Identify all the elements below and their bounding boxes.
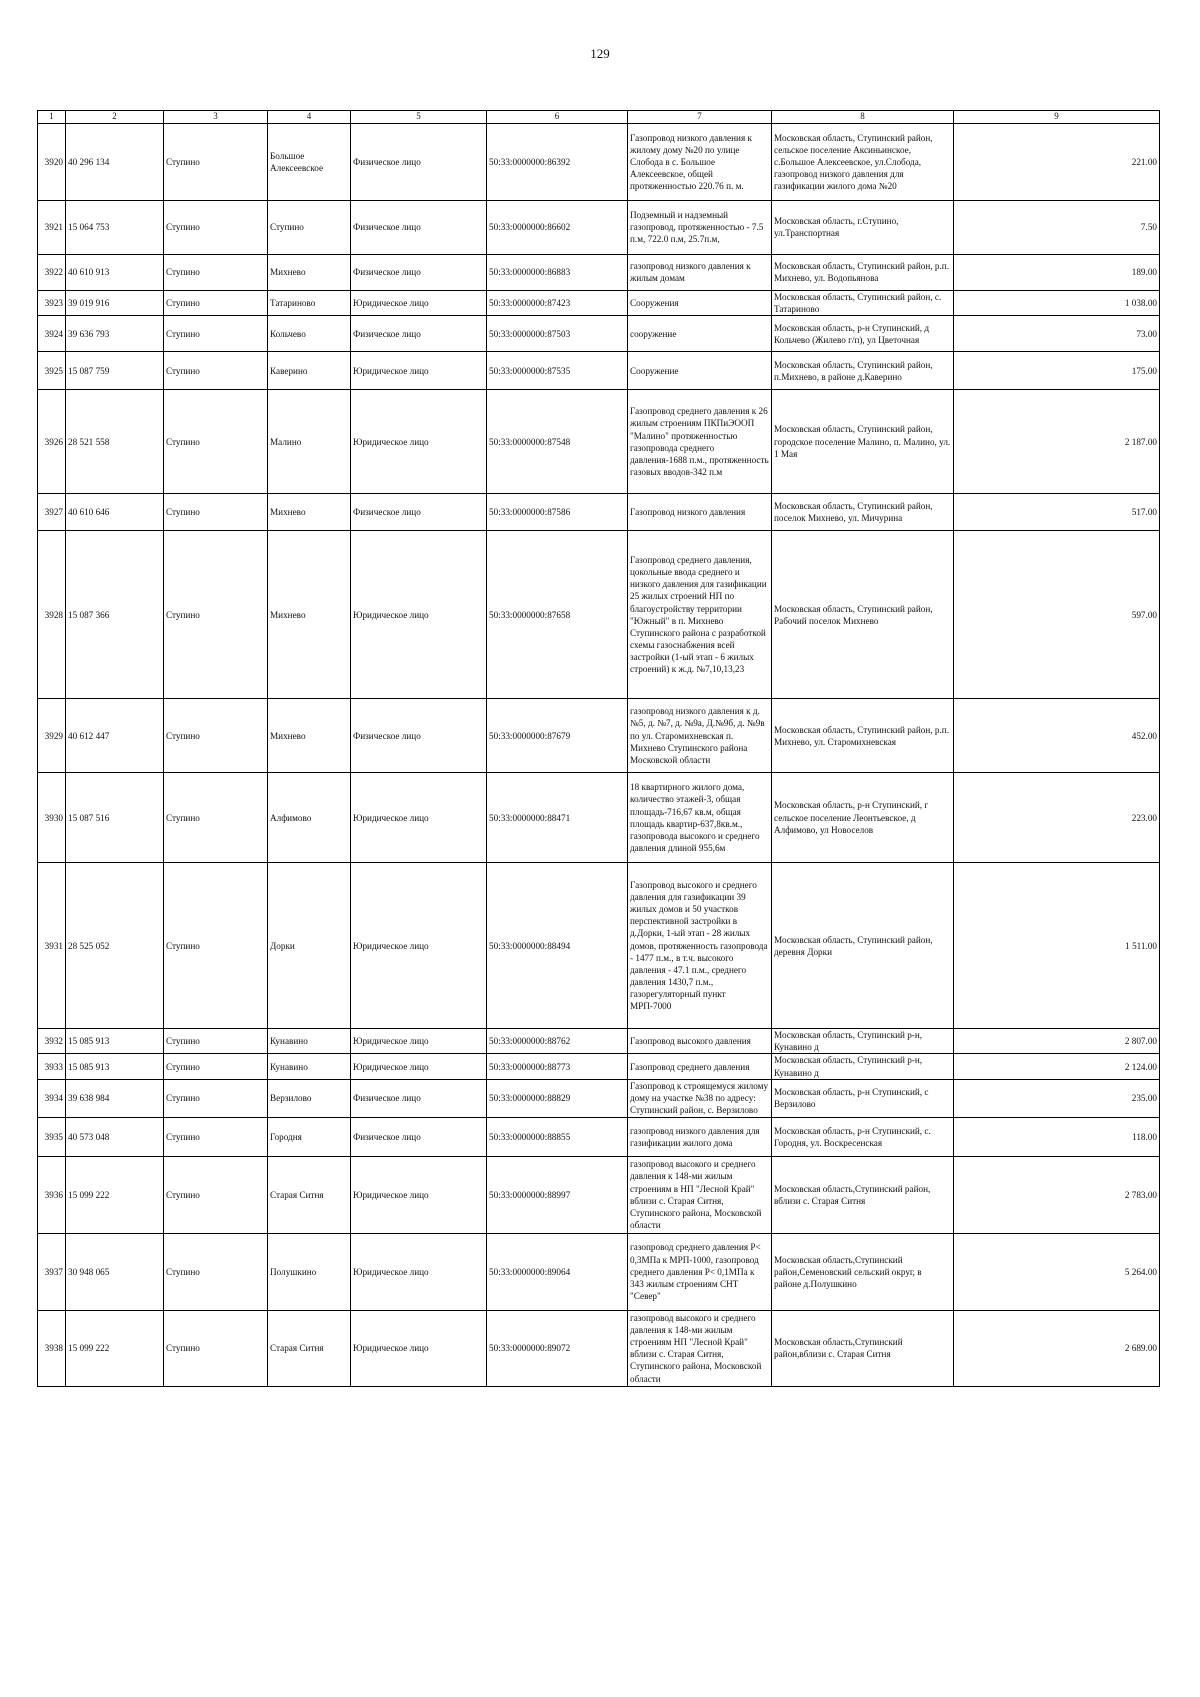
locality-cell: Ступино (268, 200, 351, 254)
description-cell: Газопровод высокого и среднего давления для газификации 39 жилых домов и 50 участков перспективной застройки в д.Дорки, 1-ый этап - 28 жилых домов, протяженность газопровода - 1477 п.м., в т.ч. высокого давления - 47.1 п.м., среднего давления 1430,7 п.м., газорегуляторный пункт МРП-7000 (628, 863, 772, 1029)
locality-cell: Кунавино (268, 1054, 351, 1079)
row-number: 3932 (38, 1029, 66, 1054)
district-cell: Ступино (164, 773, 268, 863)
description-cell: Газопровод среднего давления к 26 жилым строениям ПКПиЭООП "Малино" протяженностью газопровода среднего давления-1688 п.м., протяженность газовых вводов-342 п.м (628, 390, 772, 494)
row-number: 3938 (38, 1310, 66, 1386)
table-row (38, 1156, 1160, 1233)
address-cell: Московская область, Ступинский р-н, Кунавино д (772, 1029, 954, 1054)
district-cell: Ступино (164, 352, 268, 390)
district-cell: Ступино (164, 254, 268, 290)
owner-type-cell: Физическое лицо (351, 1079, 487, 1117)
cadastral-number-cell: 50:33:0000000:89072 (487, 1310, 628, 1386)
value-cell: 2 807.00 (954, 1029, 1160, 1054)
value-cell: 5 264.00 (954, 1233, 1160, 1310)
district-cell: Ступино (164, 1079, 268, 1117)
description-cell: Газопровод низкого давления к жилому дому №20 по улице Слобода в с. Большое Алексеевское, общей протяженностью 220.76 п. м. (628, 123, 772, 200)
address-cell: Московская область, Ступинский район, городское поселение Малино, п. Малино, ул. 1 Мая (772, 390, 954, 494)
locality-cell: Каверино (268, 352, 351, 390)
code-cell: 39 638 984 (66, 1079, 164, 1117)
table-row (38, 699, 1160, 773)
code-cell: 15 085 913 (66, 1054, 164, 1079)
row-number: 3922 (38, 254, 66, 290)
locality-cell: Верзилово (268, 1079, 351, 1117)
value-cell: 2 689.00 (954, 1310, 1160, 1386)
cadastral-number-cell: 50:33:0000000:87535 (487, 352, 628, 390)
row-number: 3924 (38, 316, 66, 352)
value-cell: 235.00 (954, 1079, 1160, 1117)
cadastral-number-cell: 50:33:0000000:87503 (487, 316, 628, 352)
address-cell: Московская область, Ступинский район, деревня Дорки (772, 863, 954, 1029)
table-row (38, 863, 1160, 1029)
district-cell: Ступино (164, 316, 268, 352)
value-cell: 597.00 (954, 531, 1160, 699)
owner-type-cell: Юридическое лицо (351, 1156, 487, 1233)
cadastral-number-cell: 50:33:0000000:86392 (487, 123, 628, 200)
cadastral-number-cell: 50:33:0000000:88494 (487, 863, 628, 1029)
column-header: 9 (954, 111, 1160, 124)
owner-type-cell: Юридическое лицо (351, 352, 487, 390)
cadastral-number-cell: 50:33:0000000:88997 (487, 1156, 628, 1233)
description-cell: газопровод низкого давления к д. №5, д. №7, д. №9а, Д.№9б, д. №9в по ул. Старомихневская п. Михнево Ступинского района Московской области (628, 699, 772, 773)
code-cell: 15 085 913 (66, 1029, 164, 1054)
owner-type-cell: Физическое лицо (351, 254, 487, 290)
owner-type-cell: Юридическое лицо (351, 773, 487, 863)
table-row (38, 1117, 1160, 1156)
description-cell: Газопровод среднего давления, цокольные ввода среднего и низкого давления для газификации 25 жилых строений НП по благоустройству территории "Южный" в п. Михнево Ступинского района с разработкой схемы газоснабжения всей застройки (1-ый этап - 6 жилых строений) к ж.д. №7,10,13,23 (628, 531, 772, 699)
owner-type-cell: Физическое лицо (351, 1117, 487, 1156)
row-number: 3925 (38, 352, 66, 390)
locality-cell: Кунавино (268, 1029, 351, 1054)
description-cell: Подземный и надземный газопровод, протяженностью - 7.5 п.м, 722.0 п.м, 25.7п.м, (628, 200, 772, 254)
district-cell: Ступино (164, 1054, 268, 1079)
description-cell: газопровод низкого давления к жилым домам (628, 254, 772, 290)
row-number: 3920 (38, 123, 66, 200)
owner-type-cell: Юридическое лицо (351, 1233, 487, 1310)
code-cell: 39 019 916 (66, 290, 164, 315)
district-cell: Ступино (164, 1156, 268, 1233)
table-row (38, 1310, 1160, 1386)
code-cell: 39 636 793 (66, 316, 164, 352)
code-cell: 15 064 753 (66, 200, 164, 254)
table-row (38, 290, 1160, 315)
value-cell: 175.00 (954, 352, 1160, 390)
locality-cell: Старая Ситня (268, 1156, 351, 1233)
row-number: 3935 (38, 1117, 66, 1156)
row-number: 3933 (38, 1054, 66, 1079)
owner-type-cell: Юридическое лицо (351, 1310, 487, 1386)
description-cell: Сооружения (628, 290, 772, 315)
row-number: 3927 (38, 494, 66, 531)
owner-type-cell: Юридическое лицо (351, 390, 487, 494)
district-cell: Ступино (164, 1029, 268, 1054)
table-row (38, 390, 1160, 494)
address-cell: Московская область, Ступинский район, поселок Михнево, ул. Мичурина (772, 494, 954, 531)
column-number-row (38, 111, 1160, 124)
owner-type-cell: Физическое лицо (351, 494, 487, 531)
code-cell: 15 099 222 (66, 1310, 164, 1386)
district-cell: Ступино (164, 1233, 268, 1310)
district-cell: Ступино (164, 494, 268, 531)
locality-cell: Михнево (268, 254, 351, 290)
row-number: 3931 (38, 863, 66, 1029)
value-cell: 7.50 (954, 200, 1160, 254)
district-cell: Ступино (164, 290, 268, 315)
locality-cell: Городня (268, 1117, 351, 1156)
column-header: 6 (487, 111, 628, 124)
table-row (38, 494, 1160, 531)
locality-cell: Кольчево (268, 316, 351, 352)
district-cell: Ступино (164, 699, 268, 773)
value-cell: 118.00 (954, 1117, 1160, 1156)
cadastral-number-cell: 50:33:0000000:86883 (487, 254, 628, 290)
code-cell: 40 612 447 (66, 699, 164, 773)
value-cell: 2 783.00 (954, 1156, 1160, 1233)
row-number: 3926 (38, 390, 66, 494)
table-row (38, 1079, 1160, 1117)
locality-cell: Малино (268, 390, 351, 494)
locality-cell: Полушкино (268, 1233, 351, 1310)
cadastral-number-cell: 50:33:0000000:88471 (487, 773, 628, 863)
value-cell: 1 511.00 (954, 863, 1160, 1029)
value-cell: 1 038.00 (954, 290, 1160, 315)
locality-cell: Дорки (268, 863, 351, 1029)
district-cell: Ступино (164, 123, 268, 200)
row-number: 3937 (38, 1233, 66, 1310)
code-cell: 15 087 516 (66, 773, 164, 863)
registry-table (37, 110, 1160, 1387)
locality-cell: Михнево (268, 699, 351, 773)
code-cell: 40 573 048 (66, 1117, 164, 1156)
address-cell: Московская область, р-н Ступинский, с Верзилово (772, 1079, 954, 1117)
owner-type-cell: Юридическое лицо (351, 863, 487, 1029)
district-cell: Ступино (164, 200, 268, 254)
value-cell: 2 124.00 (954, 1054, 1160, 1079)
value-cell: 2 187.00 (954, 390, 1160, 494)
page-number: 129 (590, 46, 610, 61)
column-header: 1 (38, 111, 66, 124)
owner-type-cell: Физическое лицо (351, 699, 487, 773)
description-cell: Сооружение (628, 352, 772, 390)
address-cell: Московская область,Ступинский район,Семеновский сельский округ, в районе д.Полушкино (772, 1233, 954, 1310)
row-number: 3921 (38, 200, 66, 254)
address-cell: Московская область, р-н Ступинский, г сельское поселение Леонтьевское, д Алфимово, ул Новоселов (772, 773, 954, 863)
description-cell: Газопровод низкого давления (628, 494, 772, 531)
table-row (38, 123, 1160, 200)
column-header: 5 (351, 111, 487, 124)
cadastral-number-cell: 50:33:0000000:88829 (487, 1079, 628, 1117)
description-cell: сооружение (628, 316, 772, 352)
locality-cell: Большое Алексеевское (268, 123, 351, 200)
description-cell: газопровод высокого и среднего давления к 148-ми жилым строениям НП "Лесной Край" вблизи с. Старая Ситня, Ступинского района, Московской области (628, 1310, 772, 1386)
address-cell: Московская область, р-н Ступинский, д Кольчево (Жилево г/п), ул Цветочная (772, 316, 954, 352)
table-row (38, 773, 1160, 863)
address-cell: Московская область,Ступинский район,вблизи с. Старая Ситня (772, 1310, 954, 1386)
row-number: 3934 (38, 1079, 66, 1117)
cadastral-number-cell: 50:33:0000000:87586 (487, 494, 628, 531)
district-cell: Ступино (164, 531, 268, 699)
district-cell: Ступино (164, 1117, 268, 1156)
code-cell: 28 521 558 (66, 390, 164, 494)
code-cell: 15 087 759 (66, 352, 164, 390)
cadastral-number-cell: 50:33:0000000:88855 (487, 1117, 628, 1156)
owner-type-cell: Физическое лицо (351, 316, 487, 352)
description-cell: Газопровод среднего давления (628, 1054, 772, 1079)
locality-cell: Михнево (268, 531, 351, 699)
code-cell: 15 087 366 (66, 531, 164, 699)
column-header: 3 (164, 111, 268, 124)
table-row (38, 254, 1160, 290)
column-header: 7 (628, 111, 772, 124)
district-cell: Ступино (164, 390, 268, 494)
table-row (38, 200, 1160, 254)
cadastral-number-cell: 50:33:0000000:87679 (487, 699, 628, 773)
district-cell: Ступино (164, 863, 268, 1029)
table-row (38, 316, 1160, 352)
cadastral-number-cell: 50:33:0000000:88762 (487, 1029, 628, 1054)
column-header: 8 (772, 111, 954, 124)
table-row (38, 352, 1160, 390)
cadastral-number-cell: 50:33:0000000:86602 (487, 200, 628, 254)
owner-type-cell: Юридическое лицо (351, 1029, 487, 1054)
district-cell: Ступино (164, 1310, 268, 1386)
table-row (38, 1029, 1160, 1054)
code-cell: 40 610 646 (66, 494, 164, 531)
row-number: 3928 (38, 531, 66, 699)
cadastral-number-cell: 50:33:0000000:87548 (487, 390, 628, 494)
owner-type-cell: Юридическое лицо (351, 1054, 487, 1079)
description-cell: Газопровод к строящемуся жилому дому на участке №38 по адресу: Ступинский район, с. Верзилово (628, 1079, 772, 1117)
address-cell: Московская область, р-н Ступинский, с. Городня, ул. Воскресенская (772, 1117, 954, 1156)
value-cell: 517.00 (954, 494, 1160, 531)
locality-cell: Старая Ситня (268, 1310, 351, 1386)
table-row (38, 531, 1160, 699)
column-header: 4 (268, 111, 351, 124)
owner-type-cell: Физическое лицо (351, 123, 487, 200)
description-cell: газопровод высокого и среднего давления к 148-ми жилым строениям в НП "Лесной Край" вблизи с. Старая Ситня, Ступинского района, Московской области (628, 1156, 772, 1233)
address-cell: Московская область, Ступинский район, р.п. Михнево, ул. Старомихневская (772, 699, 954, 773)
locality-cell: Алфимово (268, 773, 351, 863)
value-cell: 73.00 (954, 316, 1160, 352)
cadastral-number-cell: 50:33:0000000:87423 (487, 290, 628, 315)
address-cell: Московская область, Ступинский район, с. Татариново (772, 290, 954, 315)
locality-cell: Михнево (268, 494, 351, 531)
owner-type-cell: Физическое лицо (351, 200, 487, 254)
description-cell: газопровод низкого давления для газификации жилого дома (628, 1117, 772, 1156)
table-row (38, 1054, 1160, 1079)
row-number: 3930 (38, 773, 66, 863)
code-cell: 40 610 913 (66, 254, 164, 290)
address-cell: Московская область, г.Ступино, ул.Транспортная (772, 200, 954, 254)
value-cell: 452.00 (954, 699, 1160, 773)
cadastral-number-cell: 50:33:0000000:89064 (487, 1233, 628, 1310)
row-number: 3936 (38, 1156, 66, 1233)
address-cell: Московская область, Ступинский район, Рабочий поселок Михнево (772, 531, 954, 699)
column-header: 2 (66, 111, 164, 124)
address-cell: Московская область,Ступинский район, вблизи с. Старая Ситня (772, 1156, 954, 1233)
value-cell: 223.00 (954, 773, 1160, 863)
code-cell: 40 296 134 (66, 123, 164, 200)
value-cell: 221.00 (954, 123, 1160, 200)
address-cell: Московская область, Ступинский район, р.п. Михнево, ул. Водопьянова (772, 254, 954, 290)
owner-type-cell: Юридическое лицо (351, 531, 487, 699)
owner-type-cell: Юридическое лицо (351, 290, 487, 315)
cadastral-number-cell: 50:33:0000000:87658 (487, 531, 628, 699)
address-cell: Московская область, Ступинский район, сельское поселение Аксиньинское, с.Большое Алексеевское, ул.Слобода, газопровод низкого давления для газификации жилого дома №20 (772, 123, 954, 200)
code-cell: 28 525 052 (66, 863, 164, 1029)
description-cell: газопровод среднего давления Р< 0,3МПа к МРП-1000, газопровод среднего давления Р< 0,1МПа к 343 жилым строениям СНТ "Север" (628, 1233, 772, 1310)
row-number: 3929 (38, 699, 66, 773)
row-number: 3923 (38, 290, 66, 315)
table-row (38, 1233, 1160, 1310)
address-cell: Московская область, Ступинский р-н, Кунавино д (772, 1054, 954, 1079)
value-cell: 189.00 (954, 254, 1160, 290)
address-cell: Московская область, Ступинский район, п.Михнево, в районе д.Каверино (772, 352, 954, 390)
code-cell: 30 948 065 (66, 1233, 164, 1310)
description-cell: Газопровод высокого давления (628, 1029, 772, 1054)
code-cell: 15 099 222 (66, 1156, 164, 1233)
description-cell: 18 квартирного жилого дома, количество этажей-3, общая площадь-716,67 кв.м, общая площадь квартир-637,8кв.м., газопровода высокого и среднего давления длиной 955,6м (628, 773, 772, 863)
cadastral-number-cell: 50:33:0000000:88773 (487, 1054, 628, 1079)
locality-cell: Татариново (268, 290, 351, 315)
